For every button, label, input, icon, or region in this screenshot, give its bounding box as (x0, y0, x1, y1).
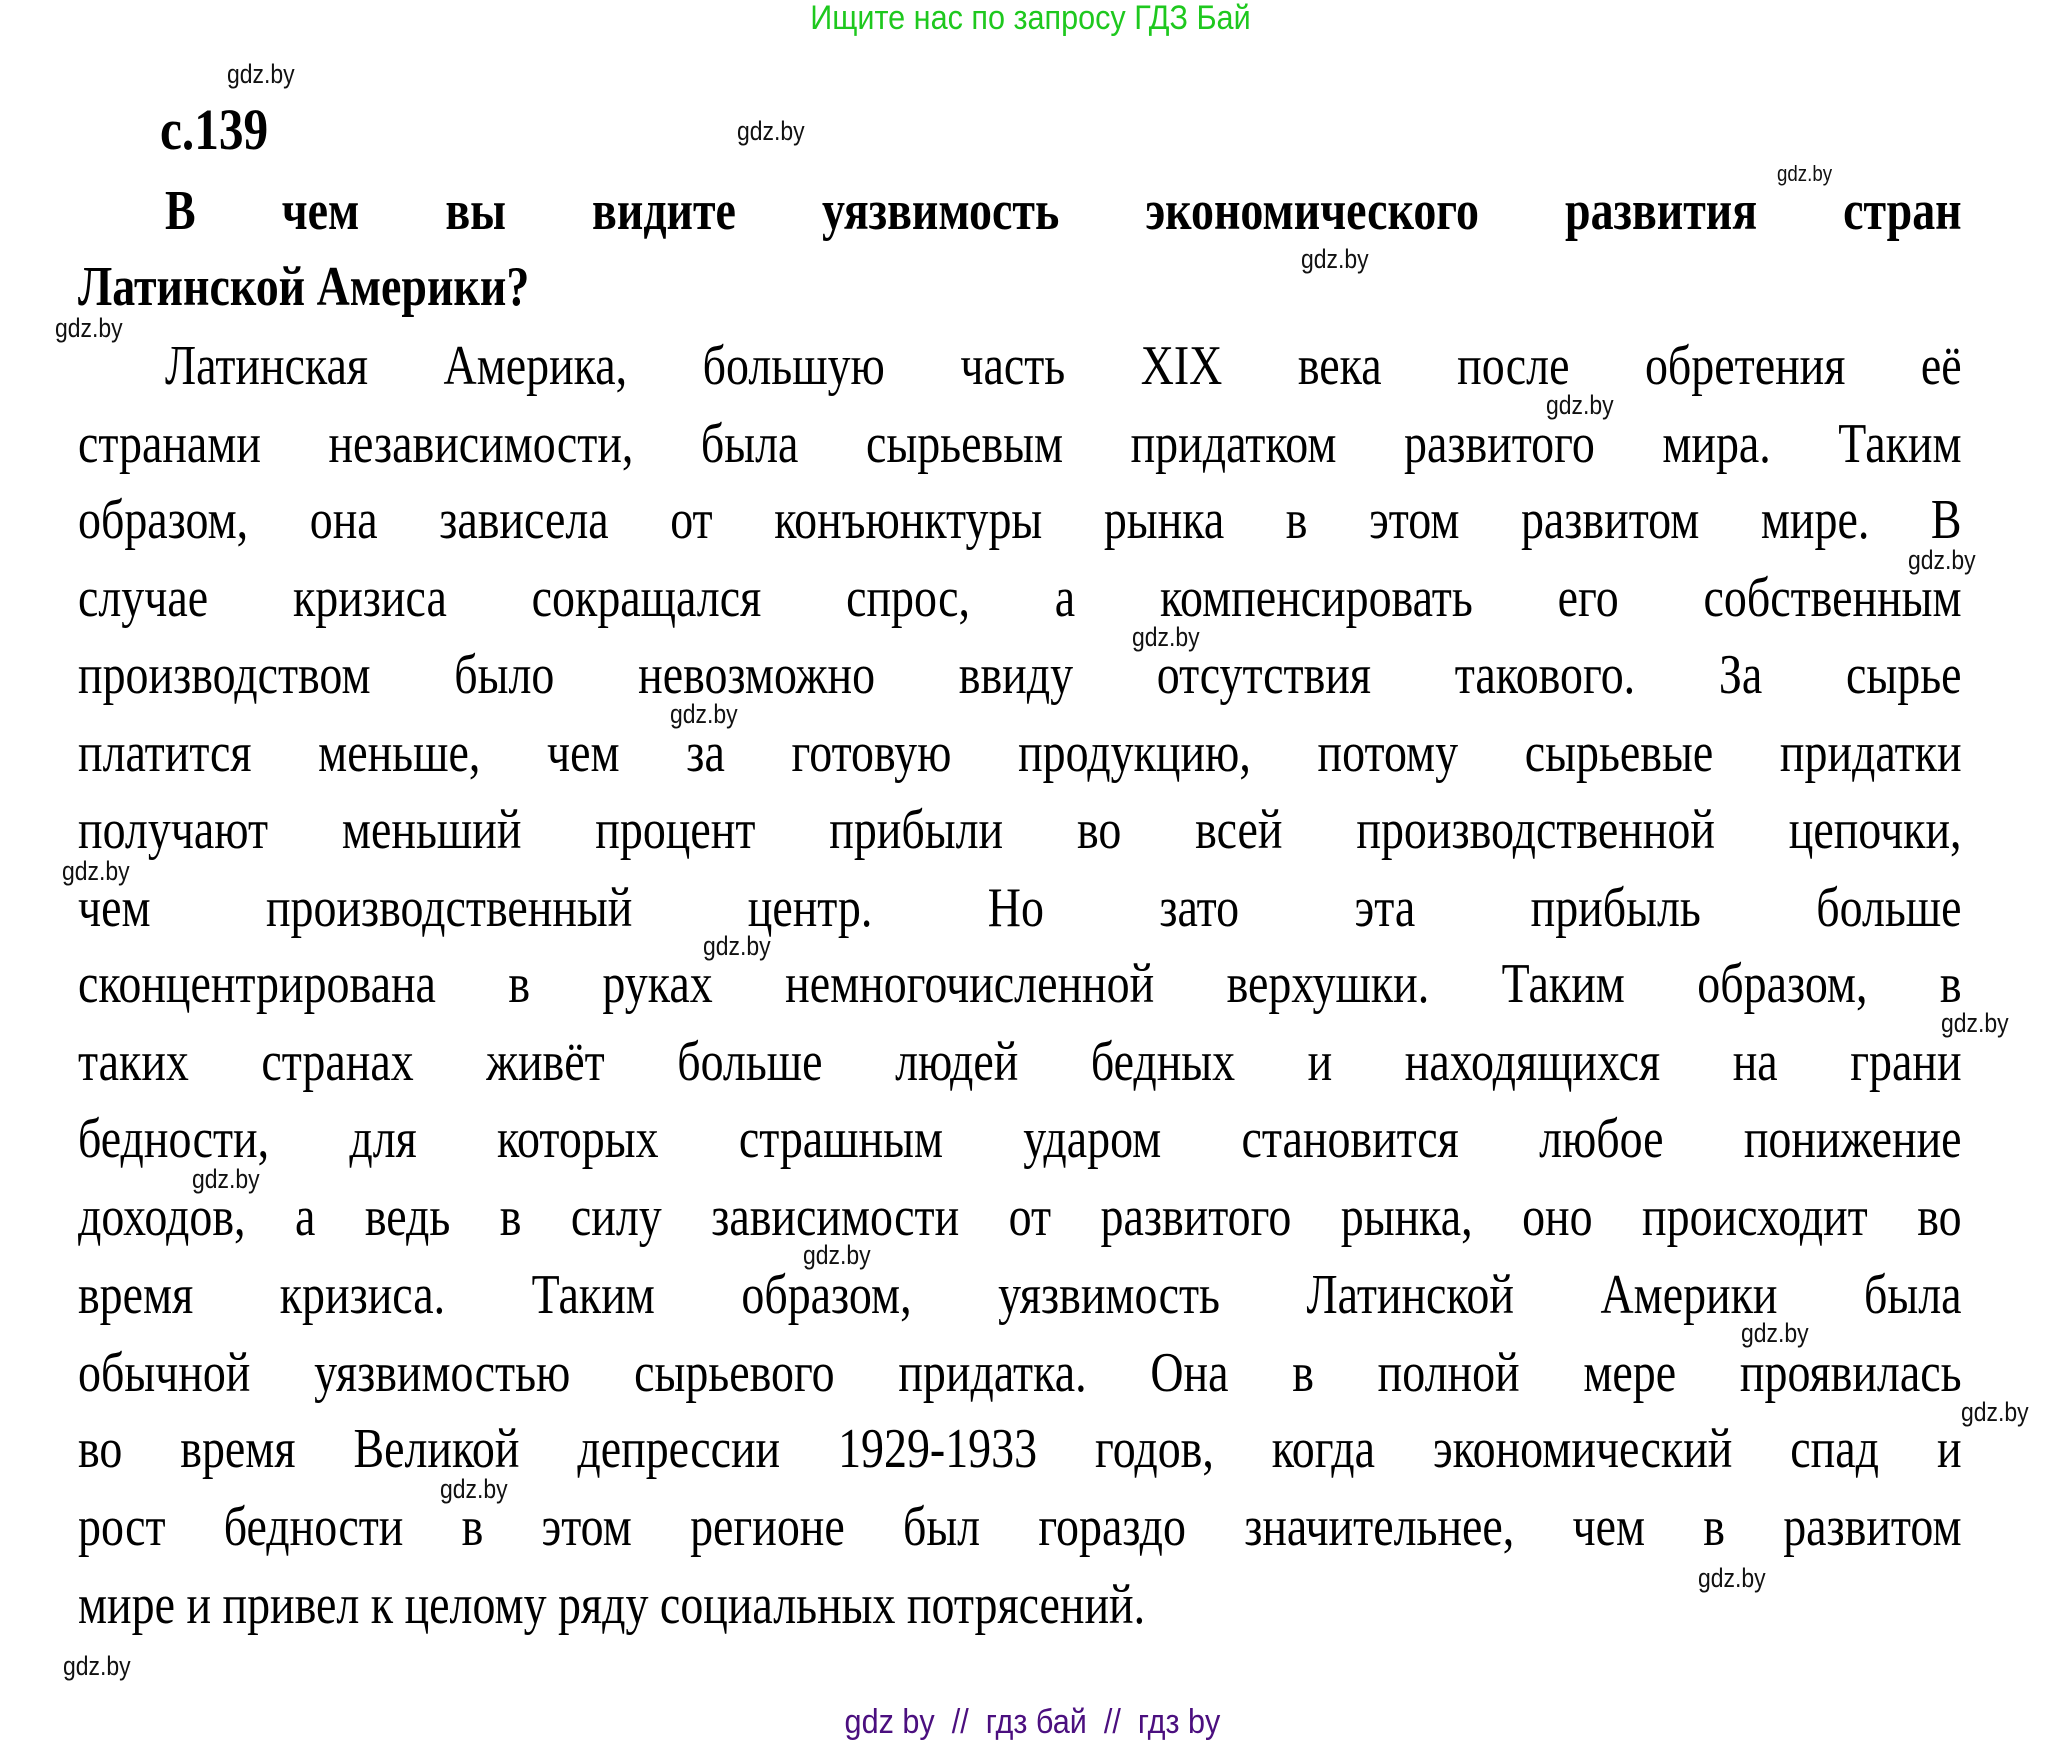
watermark: gdz.by (1777, 161, 1833, 186)
watermark: gdz.by (670, 699, 738, 729)
watermark: gdz.by (1698, 1563, 1766, 1593)
answer-line: платится меньше, чем за готовую продукцию, потому сырьевые придатки (78, 722, 1962, 784)
answer-line: мире и привел к целому ряду социальных потрясений. (78, 1574, 1146, 1636)
watermark: gdz.by (1132, 622, 1200, 652)
question-line: В чем вы видите уязвимость экономического развития стран (165, 180, 1962, 242)
answer-line: случае кризиса сокращался спрос, а компенсировать его собственным (78, 567, 1962, 629)
watermark: gdz.by (227, 59, 295, 89)
answer-line: рост бедности в этом регионе был гораздо значительнее, чем в развитом (78, 1496, 1962, 1558)
answer-line: бедности, для которых страшным ударом становится любое понижение (78, 1108, 1962, 1170)
answer-line: Латинская Америка, большую часть XIX века после обретения её (165, 335, 1962, 397)
answer-line: время кризиса. Таким образом, уязвимость Латинской Америки была (78, 1264, 1962, 1326)
answer-line: чем производственный центр. Но зато эта прибыль больше (78, 877, 1962, 939)
question-line: Латинской Америки? (78, 256, 530, 318)
answer-line: таких странах живёт больше людей бедных и находящихся на грани (78, 1031, 1962, 1093)
page-number: с.139 (160, 97, 269, 162)
answer-line: во время Великой депрессии 1929-1933 годов, когда экономический спад и (78, 1418, 1962, 1480)
watermark: gdz.by (1908, 545, 1976, 575)
answer-line: обычной уязвимостью сырьевого придатка. Она в полной мере проявилась (78, 1342, 1962, 1404)
site-footer: gdz by // гдз бай // гдз by (844, 1703, 1221, 1741)
watermark: gdz.by (440, 1474, 508, 1504)
watermark: gdz.by (192, 1164, 260, 1194)
watermark: gdz.by (703, 931, 771, 961)
answer-line: странами независимости, была сырьевым придатком развитого мира. Таким (78, 413, 1962, 475)
answer-line: получают меньший процент прибыли во всей производственной цепочки, (78, 799, 1962, 861)
answer-line: производством было невозможно ввиду отсутствия такового. За сырье (78, 644, 1962, 706)
watermark: gdz.by (803, 1240, 871, 1270)
answer-line: доходов, а ведь в силу зависимости от развитого рынка, оно происходит во (78, 1186, 1962, 1248)
watermark: gdz.by (737, 116, 805, 146)
watermark: gdz.by (1301, 244, 1369, 274)
answer-line: сконцентрирована в руках немногочисленной верхушки. Таким образом, в (78, 953, 1962, 1015)
watermark: gdz.by (63, 1651, 131, 1681)
watermark: gdz.by (1546, 390, 1614, 420)
watermark: gdz.by (1961, 1397, 2029, 1427)
watermark: gdz.by (55, 313, 123, 343)
watermark: gdz.by (1741, 1318, 1809, 1348)
search-hint-banner: Ищите нас по запросу ГДЗ Бай (810, 0, 1251, 37)
watermark: gdz.by (62, 856, 130, 886)
answer-line: образом, она зависела от конъюнктуры рынка в этом развитом мире. В (78, 489, 1962, 551)
watermark: gdz.by (1941, 1008, 2009, 1038)
